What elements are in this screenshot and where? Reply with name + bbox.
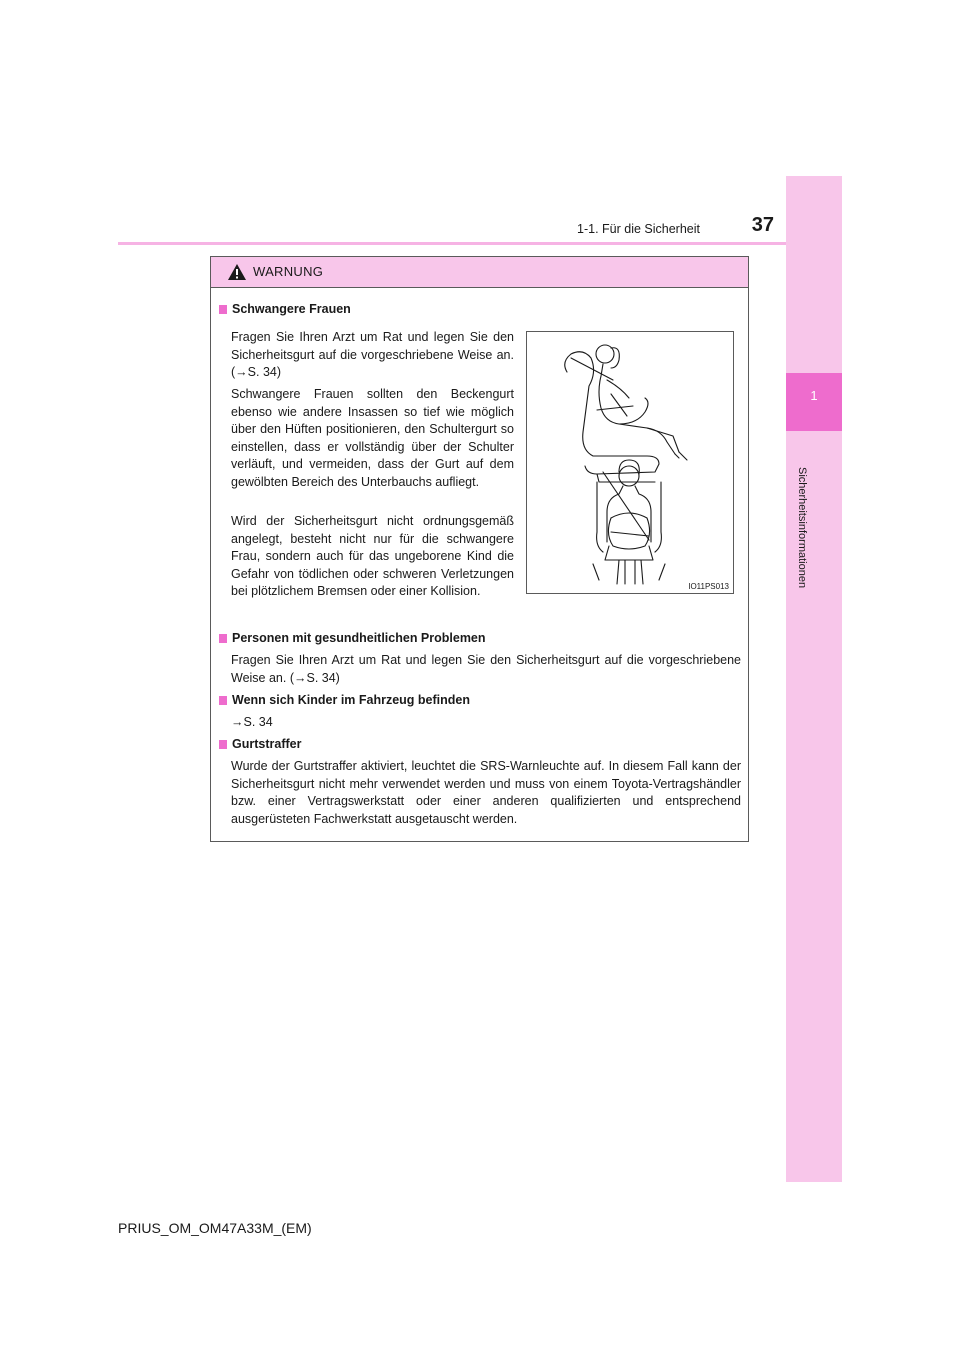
seatbelt-illustration <box>526 331 734 594</box>
square-bullet-icon <box>219 696 227 705</box>
section-heading-children: Wenn sich Kinder im Fahrzeug befinden <box>219 693 470 707</box>
paragraph-pregnant-2: Schwangere Frauen sollten den Beckengurt ebenso wie andere Insassen so tief wie möglich über den Hüften positionieren, den Schultergurt so einstellen, dass er vollständig über der Schulter verläuft, und vermeiden, dass der Gurt auf dem gewölbten Bereich des Unterbauchs aufliegt. <box>231 387 514 489</box>
paragraph-pregnant-1: Fragen Sie Ihren Arzt um Rat und legen Sie den Sicherheitsgurt auf die vorgeschriebene Weise an. (→S. 34) <box>231 330 514 380</box>
illustration-code: IO11PS013 <box>688 582 729 591</box>
square-bullet-icon <box>219 634 227 643</box>
warning-header <box>211 257 748 288</box>
section-heading-pregnant: Schwangere Frauen <box>219 302 351 316</box>
warning-triangle-icon <box>227 263 247 281</box>
square-bullet-icon <box>219 305 227 314</box>
document-id: PRIUS_OM_OM47A33M_(EM) <box>118 1220 312 1236</box>
warning-box <box>210 256 749 842</box>
chapter-number: 1 <box>810 388 818 403</box>
paragraph-pregnant-3: Wird der Sicherheitsgurt nicht ordnungsgemäß angelegt, besteht nicht nur für die schwangere Frau, sondern auch für das ungeborene Kind die Gefahr von tödlichen oder schweren Verletzungen bei plötzlichem Bremsen oder einer Kollision. <box>231 514 514 599</box>
chapter-side-tab <box>786 176 842 1182</box>
section-heading-health: Personen mit gesundheitlichen Problemen <box>219 631 486 645</box>
warning-title: WARNUNG <box>253 264 324 279</box>
page-number: 37 <box>751 214 774 236</box>
chapter-title: Sicherheitsinformationen <box>796 467 808 589</box>
square-bullet-icon <box>219 740 227 749</box>
pregnant-woman-seatbelt-drawing <box>527 332 733 593</box>
header-rule <box>118 242 786 245</box>
paragraph-health: Fragen Sie Ihren Arzt um Rat und legen Sie den Sicherheitsgurt auf die vorgeschriebene Weise an. (→S. 34) <box>231 653 741 685</box>
section-heading-pretensioner: Gurtstraffer <box>219 737 301 751</box>
paragraph-children: →S. 34 <box>231 715 273 729</box>
paragraph-pretensioner: Wurde der Gurtstraffer aktiviert, leuchtet die SRS-Warnleuchte auf. In diesem Fall kann der Sicherheitsgurt nicht mehr verwendet werden und muss von einem Toyota-Vertragshändler bzw. einer Vertragswerkstatt oder einer anderen qualifizierten und entsprechend ausgerüsteten Fachwerkstatt ausgetauscht werden. <box>231 759 741 826</box>
section-title: 1-1. Für die Sicherheit <box>577 222 700 236</box>
